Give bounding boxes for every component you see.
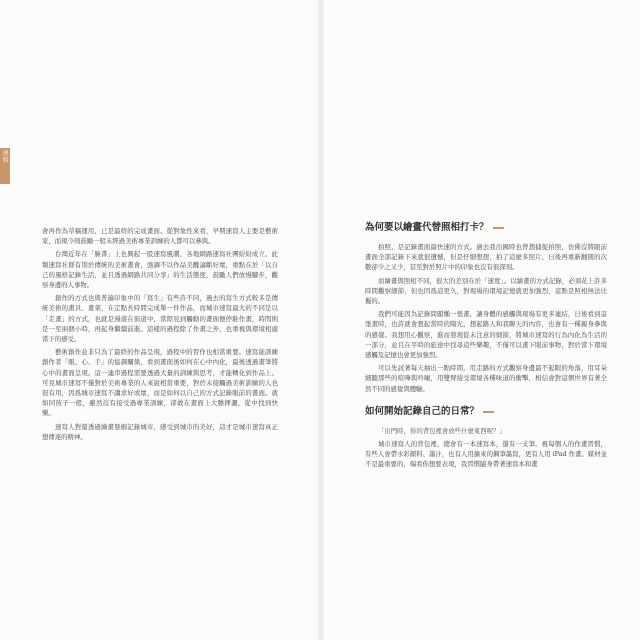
- left-paragraph-1: 會再作為草稿運用，已是最終的完成畫面。從對象性來看，早期速寫人主要是藝術家，而現今則鼓勵一般未經過美術專業訓練的人都可以參與。: [42, 227, 278, 246]
- heading-accent-line: [483, 411, 494, 413]
- right-paragraph-1: 拍照，是記錄畫面最快速的方式。過去我出國時也曾想捕捉拍照，仿佛沒將眼前畫面全部記錄下來就很遺憾，但是仔細想想，拍了這麼多照片，日後再重新翻閱的次數卻少之又少，甚至對於照片中的印象也沒有很深刻。: [365, 243, 607, 272]
- section-spacer: [365, 397, 607, 406]
- right-paragraph-5: 城市速寫人的背包裡，總會有一本速寫本，還有一支筆。視每個人的作畫習慣，有些人會帶水彩顏料、墨汁，也有人用擴來的鋼筆墨寫，更有人用 iPad 作畫。媒材並不是最重要的，端看你想要表現，我習慣隨身帶著速寫本和畫: [365, 440, 607, 469]
- book-gutter: [318, 0, 324, 640]
- heading-accent-line: [493, 227, 504, 229]
- section-heading-why-draw-text: 為何要以繪畫代替照相打卡？: [365, 222, 489, 233]
- left-page-text: [42, 226, 278, 445]
- right-paragraph-3: 我們可能因為記錄問題懶一張畫，讓身體的感觸與現場有更多連結，日後看到這張畫時，也許就會想起當時的陽光、想起路人和我聊天的內容，也會有一種親身參與的感覺。我想用心觀察，進而發現從未注意的細節，將城市速寫的行為內化為生活的一部分，並且在平時的旅途中找尋這些樂趣，不僅可以畫下眼前事物，對於當下環境感觸及記憶也會更加強烈。: [365, 310, 607, 360]
- left-paragraph-5: 速寫人對還透過繪畫發掘記錄城市，感受到城市的美好，這才是城市速寫真正想傳達的精神。: [42, 422, 278, 441]
- right-page-text: [365, 222, 607, 473]
- left-paragraph-4: 藝術創作並非只為了最終的作品呈現，過程中的習作也相當重要。速寫能訓練創作者「眼、心、手」的協調關係，看到畫面後如何在心中內化，最後透過畫筆將心中的畫面呈現。這一連串過程需要透過大量的訓練與思考，才能轉化到作品上。可見城市速寫不僅對於美術專業的人來說相當重要，對於未接觸過美術訓練的人也很有用，因爲城市速寫不講求好或壞，而是如何以自己的方式記錄眼前的畫面。就如同孩子一般，雖然沒有接受過專業訓練，卻敢在畫面上大膽揮灑，從中找到快樂。: [42, 348, 278, 418]
- right-quote: 「出門時，你的背包裡會放些什麼東西呢？」: [378, 426, 506, 435]
- right-paragraph-2: 而繪畫與照相不同，很大的差別在於「速度」。以繪畫的方式記錄，必須花上許多時間觀察細節，但也因爲這更久，對現場的環境記憶就更加強烈，這點是照相無法比擬的。: [365, 276, 607, 306]
- section-heading-why-draw: [365, 222, 607, 234]
- section-heading-how-start: [365, 406, 607, 418]
- section-heading-how-start-text: 如何開始記錄自己的日常？: [365, 405, 480, 417]
- chapter-tab-label: 速寫: [2, 150, 9, 164]
- left-paragraph-3: 創作的方式也與普遍印象中的「寫生」有些許不同，過去的寫生方式較多是傳統美術的畫具、畫架，在定點長時間完成單一件作品，而城市速寫最大的不同是以「走畫」的方式，也就是漫遊在街道中，當際見到觸動的畫面便停駐作畫，時間則是一至兩個小時，再起身繼續前進。這樣的過程除了作畫之外，也重視與環境相處當下的感受。: [42, 294, 278, 344]
- left-paragraph-2: 台灣近年在「臉書」上也興起一股速寫風潮，各地網路速寫社團紛紛成立。此類速寫社群有別於傳統的美術畫會，強調不以作品美醜論斷好壞，重點在於「以自己的風格記錄生活，並且透過網路共同分享」的生活態度，鼓勵人們放慢腳步，觀察身邊的人事物。: [42, 250, 278, 290]
- right-paragraph-4: 可以先試著每天抽出一點時間，用走路的方式觀察身邊最不起眼的角落，用耳朵細聽那些的喧嘩與吟嘯，用雙臂接受環境各種味道的衝擊，相信會對這個世界有著全然不同的感覺與體驗。: [365, 364, 607, 393]
